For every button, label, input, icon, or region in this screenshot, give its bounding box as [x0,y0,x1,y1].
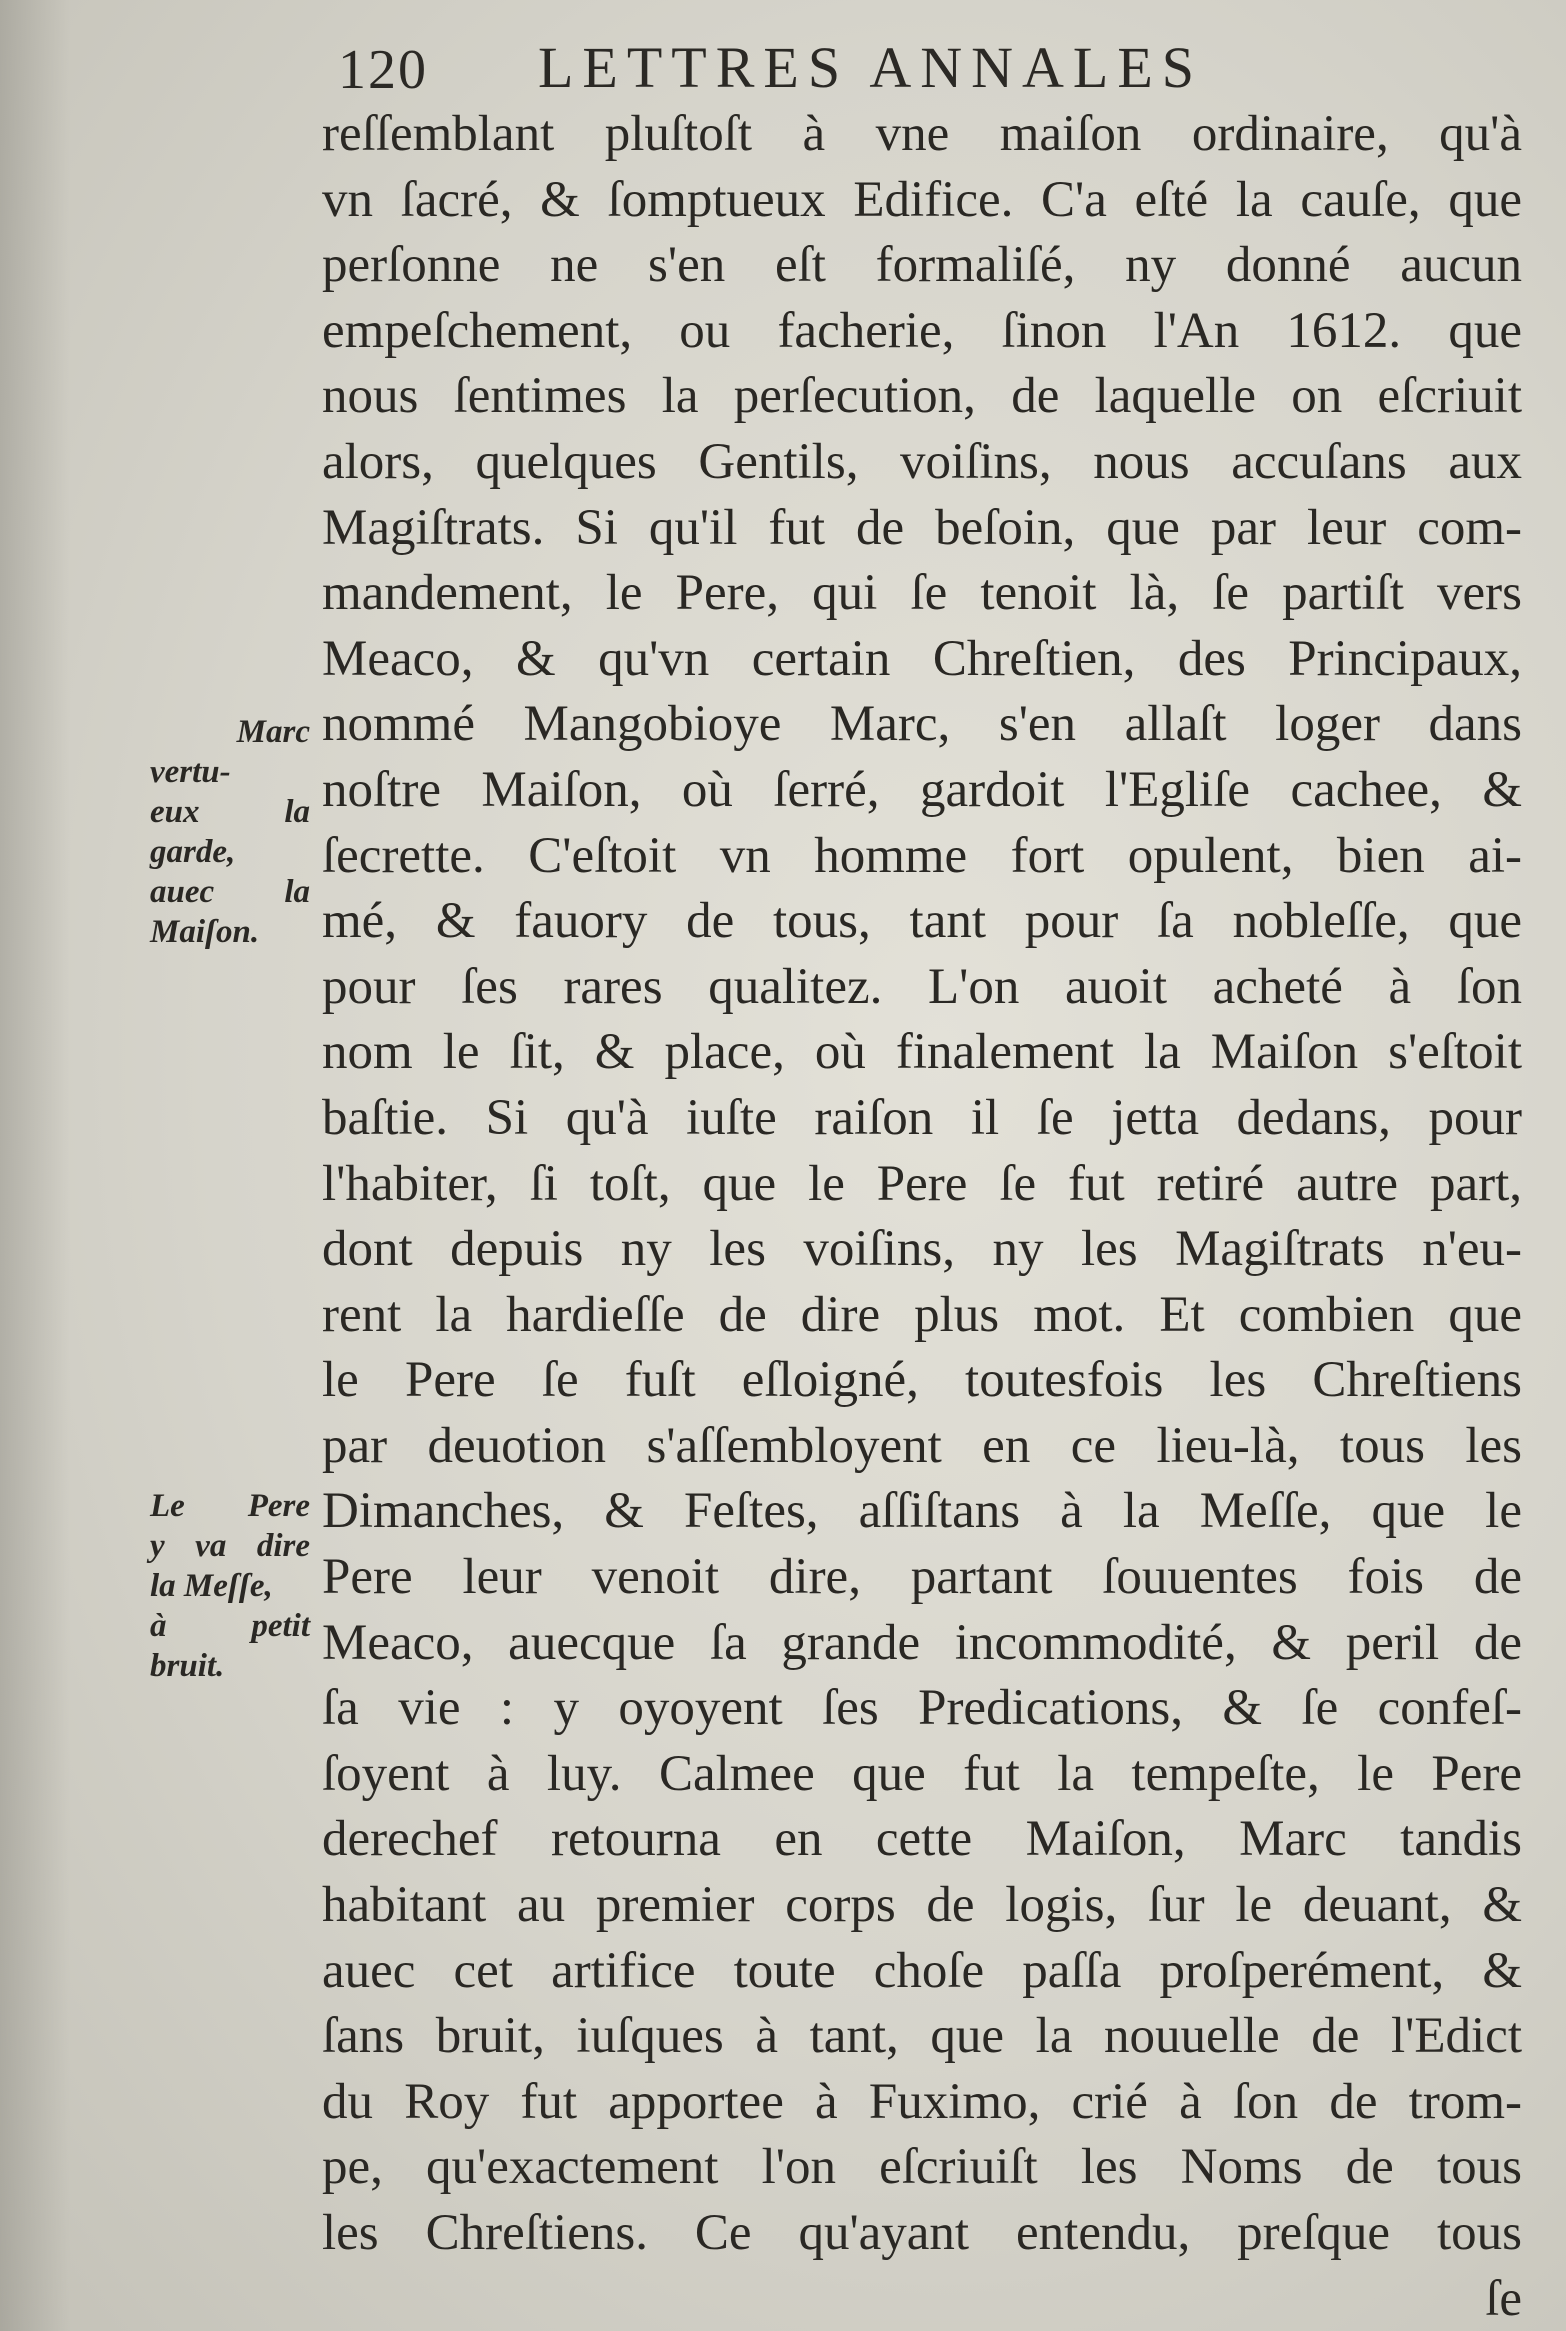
text-line: ſoyent à luy. Calmee que fut la tempeſte, le Pere [322,1745,1522,1802]
margin-note-line: Le Pere [150,1488,310,1524]
text-line: mandement, le Pere, qui ſe tenoit là, ſe partiſt vers [322,565,1522,622]
margin-note-line: garde, [150,834,236,870]
margin-note-line: à petit [150,1608,310,1644]
margin-note-line: y va dire [150,1528,310,1564]
margin-note-line: bruit. [150,1648,225,1684]
page-number: 120 [338,39,428,101]
text-line: les Chreſtiens. Ce qu'ayant entendu, preſque tous [322,2205,1522,2261]
text-line: ſans bruit, iuſques à tant, que la nouuelle de l'Edict [322,2008,1522,2065]
text-line: le Pere ſe fuſt eſloigné, toutesfois les Chreſtiens [322,1352,1522,1409]
catchword: ſe [1485,2270,1522,2327]
text-line: Magiſtrats. Si qu'il fut de beſoin, que par leur com- [322,499,1522,556]
text-line: auec cet artifice toute choſe paſſa proſperément, & [322,1942,1522,1999]
margin-note-line: vertu- [150,754,231,790]
text-line: vn ſacré, & ſomptueux Edifice. C'a eſté la cauſe, que [322,171,1522,228]
text-line: empeſchement, ou facherie, ſinon l'An 1612. que [322,302,1522,359]
text-line: nous ſentimes la perſecution, de laquelle on eſcriuit [322,368,1522,425]
text-line: derechef retourna en cette Maiſon, Marc tandis [322,1811,1522,1868]
page-header [338,30,1498,102]
margin-note-line: auec la [150,874,310,910]
text-line: Dimanches, & Feſtes, aſſiſtans à la Meſſe, que le [322,1483,1522,1540]
text-line: Pere leur venoit dire, partant ſouuentes fois de [322,1549,1522,1606]
text-line: reſſemblant pluſtoſt à vne maiſon ordinaire, qu'à [322,106,1522,162]
text-line: dont depuis ny les voiſins, ny les Magiſtrats n'eu- [322,1221,1522,1278]
margin-note-line: Marc [236,714,310,750]
margin-note-pere [150,1486,310,1686]
running-title: LETTRES ANNALES [538,35,1204,100]
text-line: pe, qu'exactement l'on eſcriuiſt les Noms de tous [322,2139,1522,2196]
text-line: l'habiter, ſi toſt, que le Pere ſe fut retiré autre part, [322,1155,1522,1212]
text-line: noſtre Maiſon, où ſerré, gardoit l'Egliſe cachee, & [322,761,1522,818]
text-line: baſtie. Si qu'à iuſte raiſon il ſe jetta dedans, pour [322,1089,1522,1146]
text-line: du Roy fut apportee à Fuximo, crié à ſon de trom- [322,2073,1522,2130]
text-line: rent la hardieſſe de dire plus mot. Et combien que [322,1286,1522,1343]
margin-note-marc [150,712,310,952]
page-gutter-shadow [0,0,70,2331]
text-line: pour ſes rares qualitez. L'on auoit acheté à ſon [322,958,1522,1015]
text-line: habitant au premier corps de logis, ſur le deuant, & [322,1877,1522,1934]
margin-note-line: Maiſon. [150,914,260,950]
text-line: perſonne ne s'en eſt formaliſé, ny donné aucun [322,237,1522,294]
text-line: ſecrette. C'eſtoit vn homme fort opulent, bien ai- [322,827,1522,884]
text-line: nommé Mangobioye Marc, s'en allaſt loger dans [322,696,1522,753]
text-line: ſa vie : y oyoyent ſes Predications, & ſe confeſ- [322,1680,1522,1737]
margin-note-line: la Meſſe, [150,1568,273,1604]
text-line: Meaco, & qu'vn certain Chreſtien, des Principaux, [322,630,1522,687]
margin-note-line: eux la [150,794,310,830]
text-line: alors, quelques Gentils, voiſins, nous accuſans aux [322,433,1522,490]
text-line: nom le ſit, & place, où finalement la Maiſon s'eſtoit [322,1024,1522,1081]
text-line: mé, & fauory de tous, tant pour ſa nobleſſe, que [322,893,1522,950]
body-text [322,102,1522,2331]
text-line: Meaco, auecque ſa grande incommodité, & peril de [322,1614,1522,1671]
text-line: par deuotion s'aſſembloyent en ce lieu-là, tous les [322,1417,1522,1474]
